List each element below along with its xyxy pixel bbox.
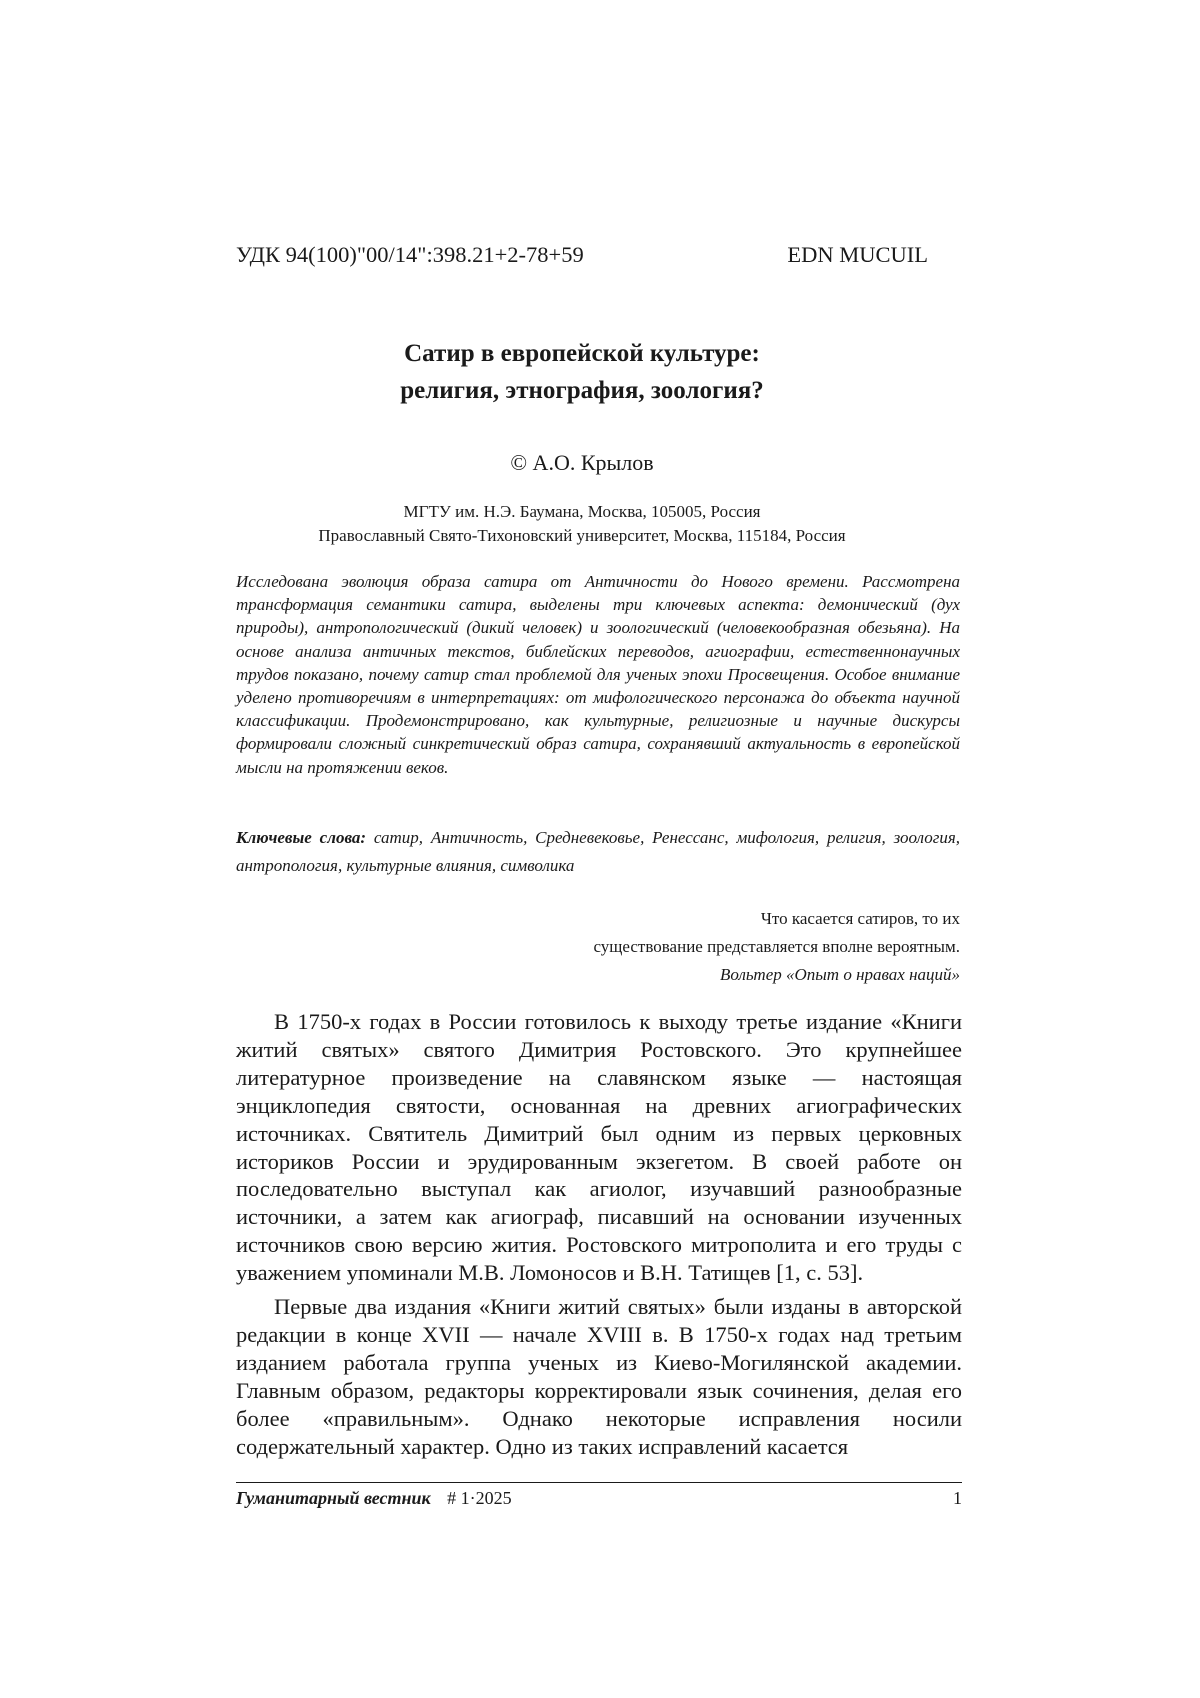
epigraph-source: Вольтер «Опыт о нравах наций» <box>720 965 960 984</box>
title-line-2: религия, этнография, зоология? <box>400 377 764 404</box>
journal-name: Гуманитарный вестник <box>236 1488 431 1508</box>
epigraph <box>593 905 960 989</box>
affiliations <box>236 500 928 548</box>
body-paragraph-1: В 1750-х годах в России готовилось к выходу третье издание «Книги житий святых» святого Димитрия Ростовского. Это крупнейшее литературное произведение на славянском языке — настоящая энциклопедия святости, основанная на древних агиографических источниках. Святитель Димитрий был одним из первых церковных историков России и эрудированным экзегетом. В своей работе он последовательно выступал как агиолог, изучавший разнообразные источники, а затем как агиограф, писавший на основании изученных источников свою версию жития. Ростовского митрополита и его труды с уважением упоминали М.В. Ломоносов и В.Н. Татищев [1, с. 53]. <box>236 1009 962 1286</box>
journal-issue: # 1·2025 <box>447 1488 512 1508</box>
footer-divider <box>236 1482 962 1483</box>
article-title <box>236 335 928 409</box>
abstract: Исследована эволюция образа сатира от Античности до Нового времени. Рассмотрена трансформация семантики сатира, выделены три ключевых аспекта: демонический (дух природы), антропологический (дикий человек) и зоологический (человекообразная обезьяна). На основе анализа античных текстов, библейских переводов, агиографии, естественнонаучных трудов показано, почему сатир стал проблемой для ученых эпохи Просвещения. Особое внимание уделено противоречиям в интерпретациях: от мифологического персонажа до объекта научной классификации. Продемонстрировано, как культурные, религиозные и научные дискурсы формировали сложный синкретический образ сатира, сохранявший актуальность в европейской мысли на протяжении веков. <box>236 572 960 777</box>
title-line-1: Сатир в европейской культуре: <box>404 340 760 367</box>
affiliation-2: Православный Свято-Тихоновский университет, Москва, 115184, Россия <box>318 526 846 545</box>
edn-code: EDN MUCUIL <box>787 242 928 267</box>
affiliation-1: МГТУ им. Н.Э. Баумана, Москва, 105005, Россия <box>403 502 761 521</box>
body-paragraph-2: Первые два издания «Книги житий святых» были изданы в авторской редакции в конце XVII — начале XVIII в. В 1750-х годах над третьим изданием работала группа ученых из Киево-Могилянской академии. Главным образом, редакторы корректировали язык сочинения, делая его более «правильным». Однако некоторые исправления носили содержательный характер. Одно из таких исправлений касается <box>236 1294 962 1459</box>
epigraph-line-2: существование представляется вполне вероятным. <box>593 937 960 956</box>
author-name: © А.О. Крылов <box>510 450 654 475</box>
epigraph-line-1: Что касается сатиров, то их <box>760 909 960 928</box>
keywords-text: сатир, Античность, Средневековье, Ренессанс, мифология, религия, зоология, антропология, культурные влияния, символика <box>236 828 960 875</box>
keywords <box>236 824 960 880</box>
page-number: 1 <box>953 1488 962 1508</box>
page-footer <box>236 1486 962 1510</box>
body-text <box>236 1008 962 1467</box>
keywords-label: Ключевые слова: <box>236 828 367 847</box>
udk-code: УДК 94(100)"00/14":398.21+2-78+59 <box>236 242 584 267</box>
